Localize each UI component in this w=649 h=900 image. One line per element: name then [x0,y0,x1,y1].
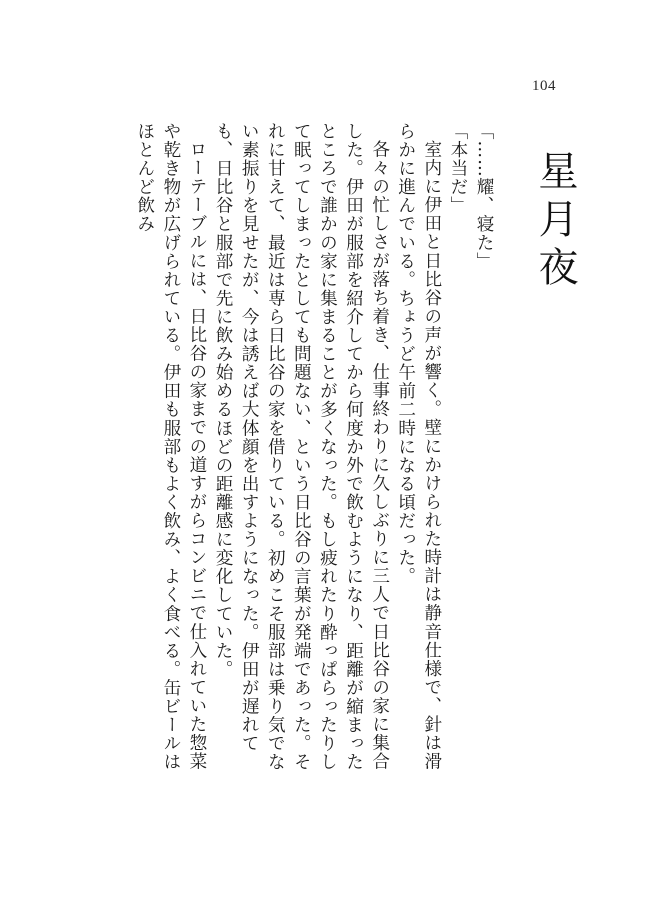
page-number: 104 [532,78,556,94]
paragraph-dialogue-2: 「本当だ」 [447,122,468,215]
body-text [132,122,497,782]
paragraph-3: 室内に伊田と日比谷の声が響く。壁にかけられた時計は静音仕様で、針は滑らかに進んでいる。ちょうど午前二時になる頃だった。 [395,122,442,771]
paragraph-5: ローテーブルには、日比谷の家までの道すがらコンビニで仕入れていた惣菜や乾き物が広げられている。伊田も服部もよく飲み、よく食べる。缶ビールはほとんど飲み [134,122,207,772]
paragraph-4: 各々の忙しさが落ち着き、仕事終わりに久しぶりに三人で日比谷の家に集合した。伊田が服部を紹介してから何度か外で飲むようになり、距離が縮まったところで誰かの家に集まることが多くなった。もし疲れたり酔っぱらったりして眠ってしまったとしても問題ない、という日比谷の言葉が発端であった。それに甘えて、最近は専ら日比谷の家を借りている。初めこそ服部は乗り気でない素振りを見せたが、今は誘えば大体顔を出すようになった。伊田が遅れても、日比谷と服部で先に飲み始めるほどの距離感に変化していた。 [213,122,390,772]
paragraph-dialogue-1: 「……耀、寝た」 [474,122,494,271]
chapter-title: 星月夜 [532,150,578,294]
